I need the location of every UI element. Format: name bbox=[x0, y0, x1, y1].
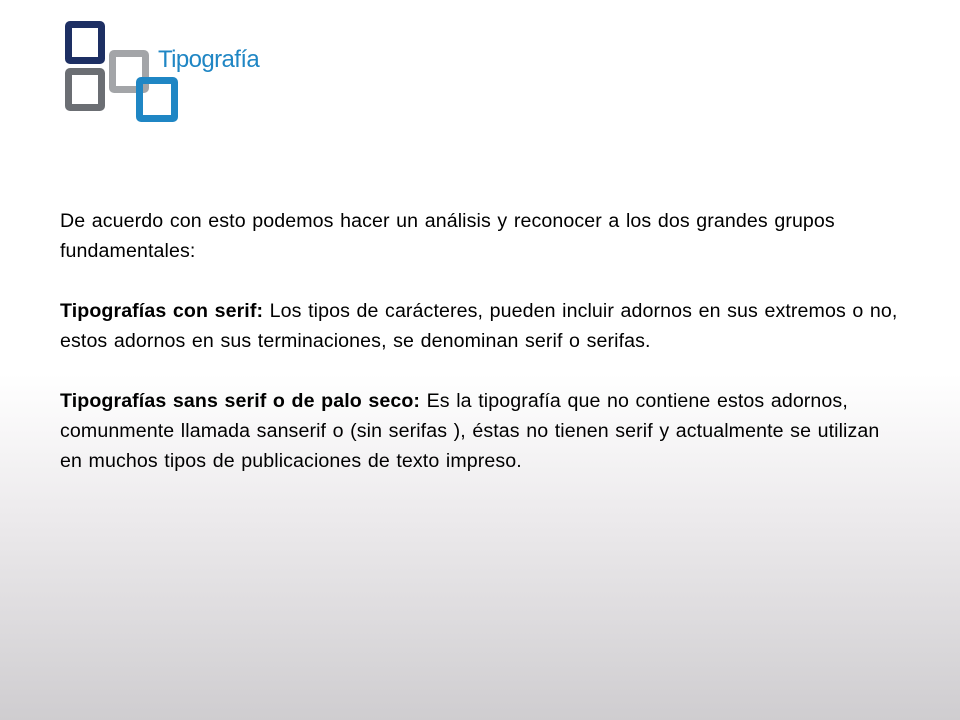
logo-title: Tipografía bbox=[158, 46, 260, 73]
slide-body bbox=[60, 206, 904, 476]
serif-text: Los tipos de carácteres, pueden incluir adornos en sus extremos o no, estos adornos en sus terminaciones, se denominan serif o serifas. bbox=[60, 300, 898, 352]
intro-paragraph bbox=[60, 206, 904, 266]
serif-paragraph bbox=[60, 296, 904, 356]
logo-square-blue bbox=[136, 77, 178, 122]
serif-heading: Tipografías con serif: bbox=[60, 300, 264, 322]
logo-square-navy bbox=[65, 21, 105, 64]
sans-serif-heading: Tipografías sans serif o de palo seco: bbox=[60, 390, 421, 412]
sans-serif-text: Es la tipografía que no contiene estos adornos, comunmente llamada sanserif o (sin serifas ), éstas no tienen serif y actualmente se utilizan en muchos tipos de publicaciones de texto impreso. bbox=[60, 390, 880, 472]
paragraph-spacer bbox=[60, 266, 904, 296]
sans-serif-paragraph bbox=[60, 386, 904, 476]
typography-logo bbox=[62, 18, 272, 124]
logo-square-dark-gray bbox=[65, 68, 105, 111]
intro-text: De acuerdo con esto podemos hacer un análisis y reconocer a los dos grandes grupos fundamentales: bbox=[60, 210, 835, 262]
paragraph-spacer bbox=[60, 356, 904, 386]
